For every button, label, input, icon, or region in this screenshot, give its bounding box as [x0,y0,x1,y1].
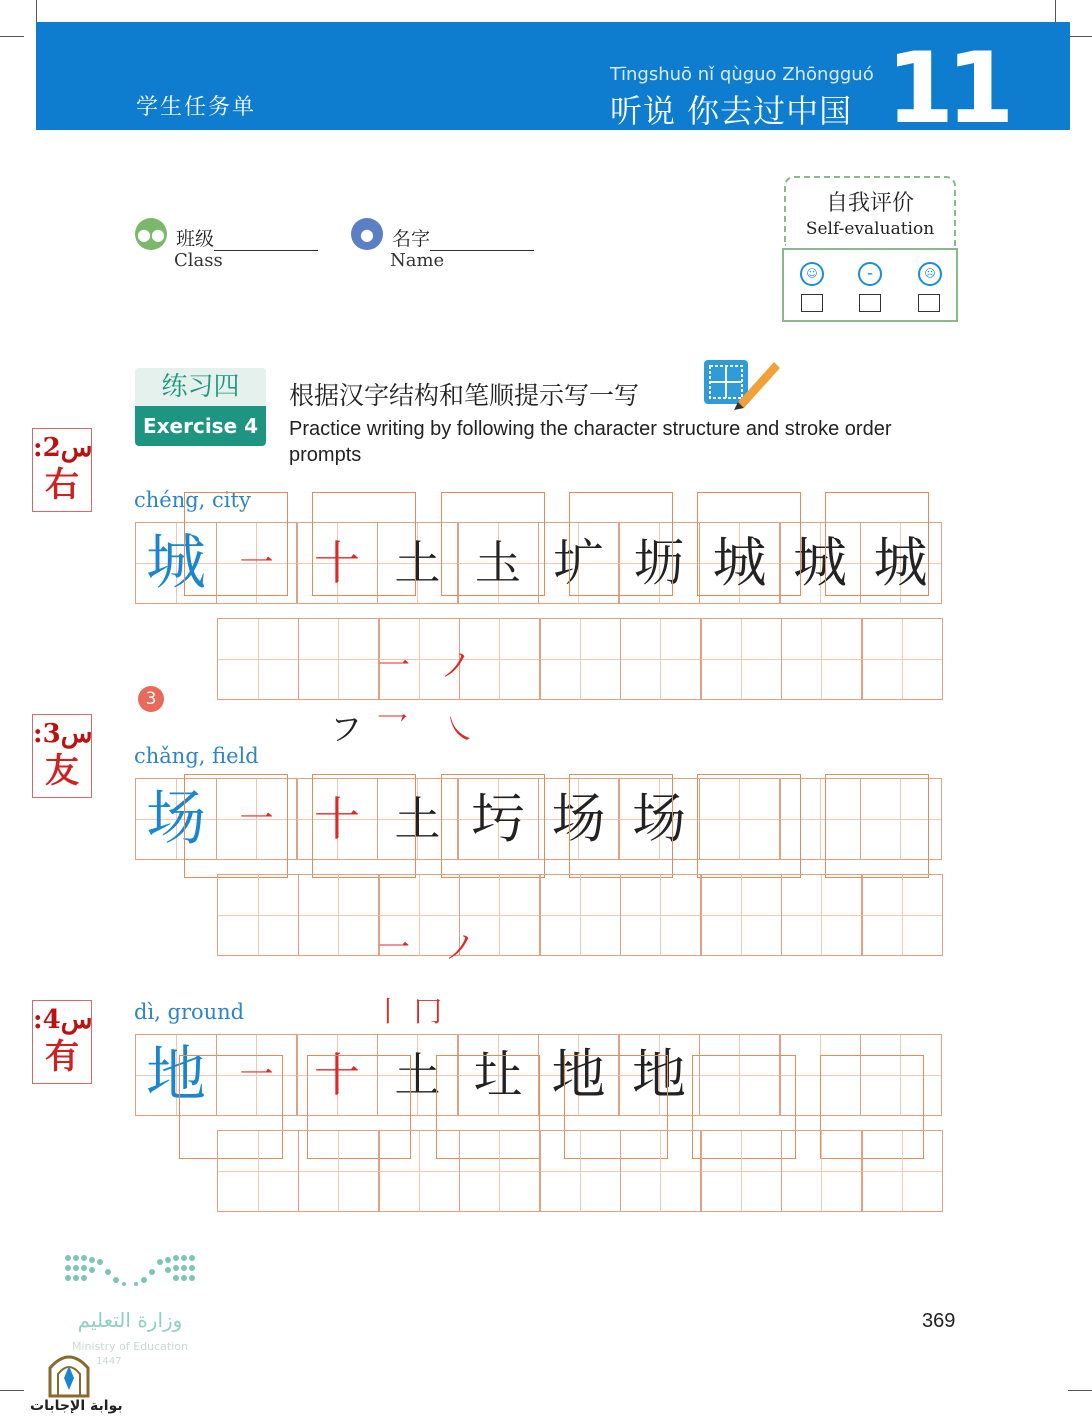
blank-cell[interactable] [298,1130,380,1212]
group-icon: ●● [135,218,167,250]
tag-character: 友 [45,751,79,791]
blank-cell[interactable] [700,874,782,956]
happy-face-icon: ☺ [800,262,824,286]
header-title: 听说 你去过中国 [610,92,853,130]
blank-cell[interactable] [861,1130,943,1212]
tag-character: 有 [45,1037,79,1077]
page-number: 369 [922,1310,956,1332]
crop-mark [0,1390,24,1391]
stroke-step: 圬 [471,787,525,850]
stroke-step: 一 [239,1055,274,1095]
ministry-name-en: Ministry of Education [71,1340,188,1353]
crop-mark [0,36,24,37]
watermark-logo-icon [44,1346,94,1398]
ministry-logo-icon [62,1252,198,1292]
name-label-row [392,224,534,251]
blank-cell[interactable] [781,874,863,956]
crop-mark [36,0,37,24]
name-label: 名字 [392,228,431,250]
stroke-step: 场 [551,787,606,850]
model-char: 地 [146,1040,206,1110]
exercise-label-en: Exercise 4 [142,414,259,438]
name-label-en: Name [390,250,445,271]
stroke-step: 圡 [475,536,521,590]
stroke-hint: ㇏ [444,710,477,748]
tag-question: :2س [33,433,93,463]
model-char: 城 [146,528,206,598]
ministry-name-ar: وزارة التعليم [77,1308,183,1332]
header-pinyin: Tīngshuō nǐ qùguo Zhōngguó [610,64,874,85]
blank-cell[interactable] [861,618,943,700]
pinyin-chang: chǎng, field [134,744,259,768]
answer-tag-2 [32,428,92,512]
tag-character: 右 [45,465,79,505]
sad-face-icon: ☹ [918,262,942,286]
stroke-hint: ノ [444,928,477,966]
neutral-checkbox[interactable] [859,294,881,312]
stroke-step: 土 [394,1048,441,1102]
exercise-badge-en [135,406,266,446]
class-field [135,218,167,250]
header-subtitle: 学生任务单 [136,95,257,120]
exercise-badge-cn [135,368,266,406]
stroke-step: 一 [239,799,274,839]
blank-cell[interactable] [539,1130,621,1212]
overlay-frame [697,774,801,878]
blank-cell[interactable] [217,874,299,956]
blank-cell[interactable] [217,1130,299,1212]
self-eval-header [784,176,956,246]
stroke-step: 圵 [473,1046,523,1104]
stroke-step: 城 [712,531,767,594]
stroke-step: 十 [314,536,360,590]
self-eval-title-cn: 自我评价 [825,191,914,216]
pinyin-cheng: chéng, city [134,488,251,512]
overlay-frame [825,492,929,596]
stroke-step: 城 [873,531,928,594]
overlay-frame [697,492,801,596]
class-label: 班级 [176,228,215,250]
stroke-step: 土 [394,792,441,846]
model-char: 场 [146,784,206,854]
overlay-frame [569,492,673,596]
blank-cell[interactable] [620,618,702,700]
stroke-step: 坜 [634,534,684,592]
stroke-hint: 一 [378,646,411,684]
neutral-face-icon: – [858,262,882,286]
exercise-label-cn: 练习四 [161,372,240,402]
blank-cell[interactable] [539,618,621,700]
stroke-step: 圹 [553,534,604,592]
stroke-step: 十 [314,1048,360,1102]
stroke-hint: 一 [378,928,411,966]
stroke-step: 场 [632,787,686,850]
writing-grid-icon [702,356,782,410]
practice-row-chang-blank [217,874,942,956]
blank-cell[interactable] [459,1130,541,1212]
blank-cell[interactable] [700,1130,782,1212]
class-label-row [176,224,318,251]
crop-mark [1068,1390,1092,1391]
answer-tag-4 [32,1000,92,1084]
self-eval-panel [782,248,958,322]
practice-row-di-blank [217,1130,942,1212]
stroke-step: 十 [314,792,360,846]
pinyin-di: dì, ground [134,1000,245,1024]
stroke-step: 地 [632,1043,686,1106]
blank-cell[interactable] [620,1130,702,1212]
overlay-frame [825,774,929,878]
overlay-frame [312,774,416,878]
header-bar [36,22,1070,146]
stroke-hint: ノ [440,646,473,684]
blank-cell[interactable] [298,618,380,700]
instruction-cn: 根据汉字结构和笔顺提示写一写 [289,381,640,410]
tag-question: :4س [33,1005,93,1035]
overlay-frame [569,774,673,878]
blank-cell[interactable] [781,1130,863,1212]
name-input-line[interactable] [430,230,534,251]
overlay-frame [184,492,288,596]
stroke-step: 城 [793,531,847,594]
overlay-frame [441,492,545,596]
tag-question: :3س [33,719,93,749]
item-marker: 3 [138,686,164,712]
watermark-text: بوابة الإجابات [30,1398,123,1414]
blank-cell[interactable] [539,874,621,956]
lesson-number: 11 [886,32,1007,146]
answer-tag-3 [32,714,92,798]
sad-checkbox[interactable] [918,294,940,312]
blank-cell[interactable] [861,874,943,956]
person-icon: ● [351,218,383,250]
happy-checkbox[interactable] [801,294,823,312]
blank-cell[interactable] [781,618,863,700]
instruction-en: Practice writing by following the character structure and stroke order prompts [289,418,892,466]
blank-cell[interactable] [700,618,782,700]
blank-cell[interactable] [217,618,299,700]
class-input-line[interactable] [214,230,318,251]
overlay-frame [312,492,416,596]
blank-cell[interactable] [620,874,702,956]
crop-mark [1055,0,1056,24]
ministry-year: 1447 [96,1356,122,1367]
stroke-hint: フ [330,710,363,748]
name-field [351,218,383,250]
crop-mark [1068,36,1092,37]
stroke-step: 地 [551,1043,606,1106]
stroke-step: 土 [394,536,441,590]
overlay-frame [184,774,288,878]
blank-cell[interactable] [378,1130,460,1212]
stroke-hint: 乛 [376,710,409,748]
stroke-hint: 丨 [374,995,403,1028]
practice-row-cheng-blank [217,618,942,700]
overlay-frame [441,774,545,878]
self-eval-title-en: Self-evaluation [805,219,935,239]
stroke-hint: 冂 [414,995,443,1028]
blank-cell[interactable] [298,874,380,956]
stroke-step: 一 [239,543,274,583]
class-label-en: Class [174,250,223,271]
